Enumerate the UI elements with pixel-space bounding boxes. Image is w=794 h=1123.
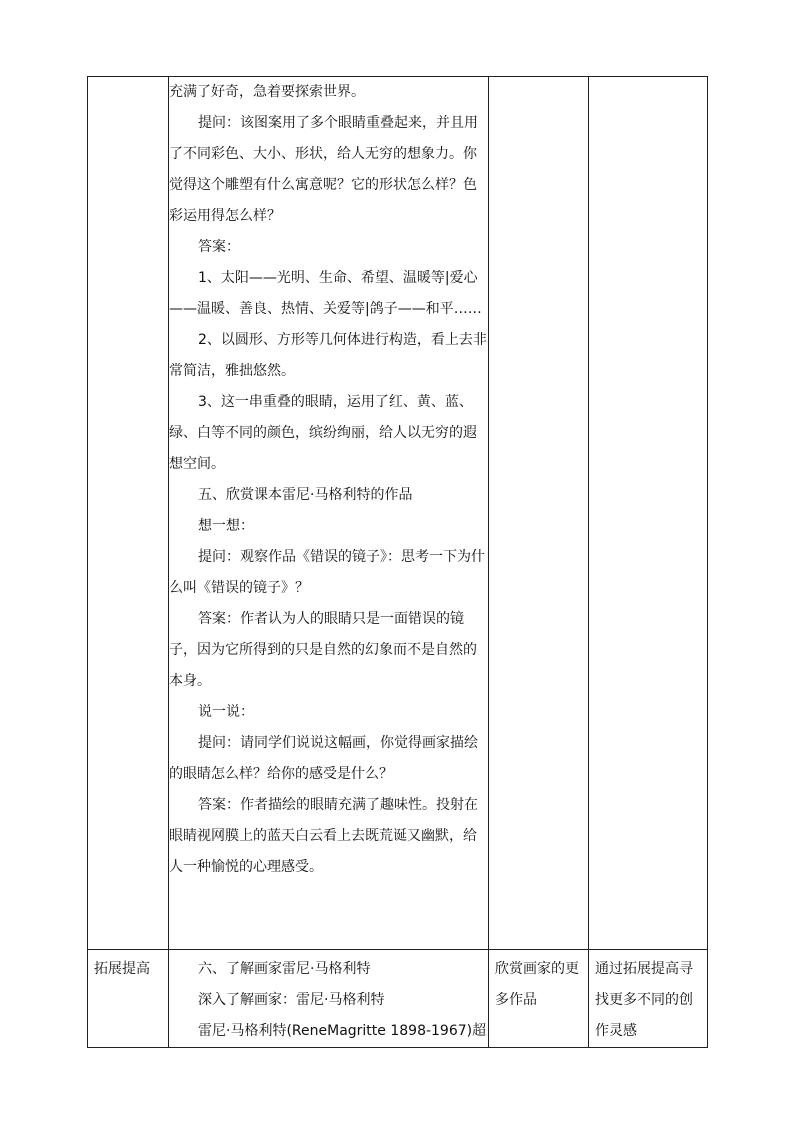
paragraph: 3、这一串重叠的眼睛，运用了红、黄、蓝、绿、白等不同的颜色，缤纷绚丽，给人以无穷的遐想空间。 [169, 394, 477, 472]
design-intent-cell [589, 77, 708, 950]
paragraph: 说一说： [198, 704, 254, 720]
paragraph: 深入了解画家：雷尼·马格利特 [198, 992, 385, 1008]
paragraph: 提问：该图案用了多个眼睛重叠起来，并且用了不同彩色、大小、形状，给人无穷的想象力。你觉得这个雕塑有什么寓意呢？它的形状怎么样？色彩运用得怎么样？ [169, 115, 478, 224]
design-intent-text: 通过拓展提高寻找更多不同的创作灵感 [595, 961, 693, 1039]
paragraph: 想一想： [198, 518, 254, 534]
paragraph: 1、太阳——光明、生命、希望、温暖等|爱心——温暖、善良、热情、关爱等|鸽子——和平…… [169, 270, 482, 317]
paragraph: 提问：请同学们说说这幅画，你觉得画家描绘的眼睛怎么样？给你的感受是什么？ [169, 735, 478, 782]
student-activity-cell [489, 950, 589, 1048]
teaching-process-cell [169, 77, 489, 950]
table-row [88, 950, 708, 1048]
stage-label: 拓展提高 [94, 961, 150, 977]
paragraph: 2、以圆形、方形等几何体进行构造，看上去非常简洁，雅拙悠然。 [169, 332, 487, 379]
section-heading: 六、了解画家雷尼·马格利特 [198, 961, 371, 977]
table-row [88, 77, 708, 950]
lesson-plan-table [87, 76, 708, 1048]
paragraph: 答案： [198, 239, 240, 255]
paragraph: 答案：作者描绘的眼睛充满了趣味性。投射在眼睛视网膜上的蓝天白云看上去既荒诞又幽默，给人一种愉悦的心理感受。 [169, 797, 478, 875]
paragraph: 提问：观察作品《错误的镜子》：思考一下为什么叫《错误的镜子》？ [169, 549, 485, 596]
paragraph: 充满了好奇，急着要探索世界。 [169, 84, 365, 100]
student-activity-cell [489, 77, 589, 950]
teaching-process-cell [169, 950, 489, 1048]
paragraph: 答案：作者认为人的眼睛只是一面错误的镜子，因为它所得到的只是自然的幻象而不是自然的本身。 [169, 611, 477, 689]
section-heading: 五、欣赏课本雷尼·马格利特的作品 [198, 487, 413, 503]
stage-cell [88, 77, 169, 950]
design-intent-cell [589, 950, 708, 1048]
student-activity-text: 欣赏画家的更多作品 [495, 961, 579, 1008]
stage-cell [88, 950, 169, 1048]
paragraph: 雷尼·马格利特(ReneMagritte 1898-1967)超 [198, 1023, 487, 1039]
